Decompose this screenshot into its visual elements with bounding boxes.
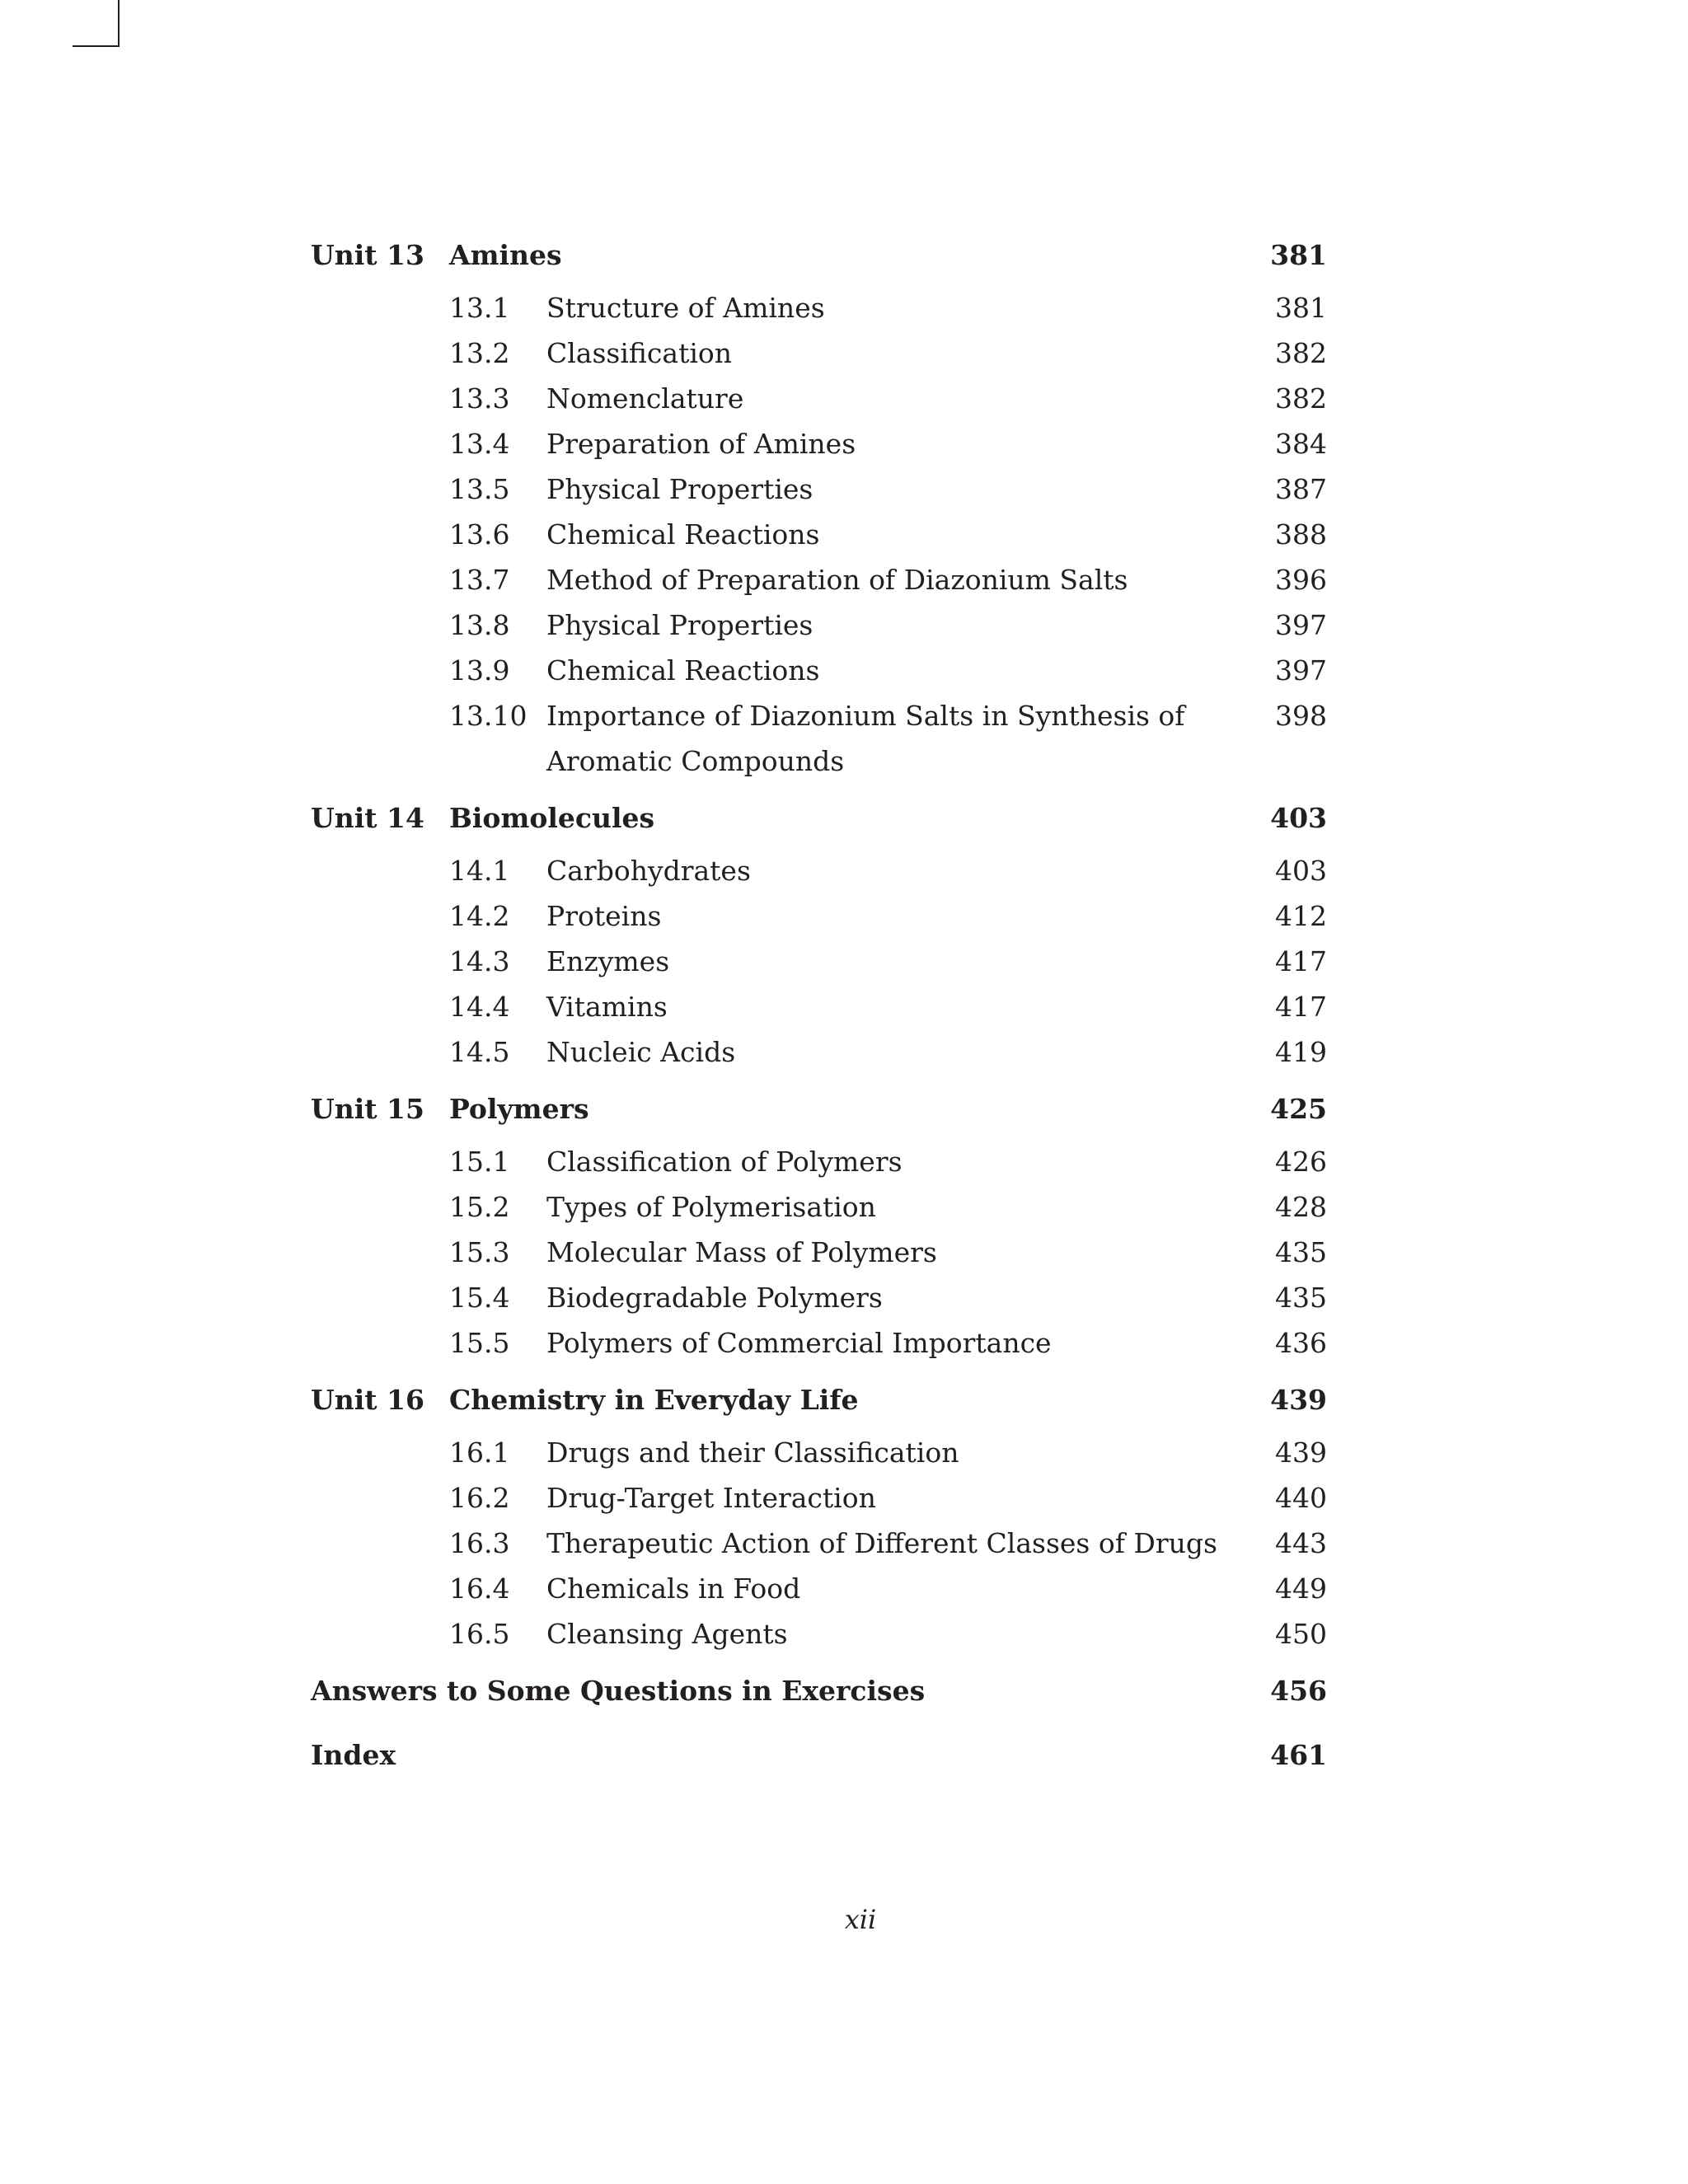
section-number: 15.3 (449, 1236, 510, 1268)
section-row (311, 1566, 1327, 1611)
section-number: 14.2 (449, 900, 510, 932)
section-number: 16.1 (449, 1436, 510, 1469)
section-title: Proteins (546, 900, 662, 932)
section-number: 14.3 (449, 945, 510, 977)
unit-page: 403 (1270, 802, 1327, 834)
section-title: Nucleic Acids (546, 1036, 736, 1068)
answers-page: 456 (1270, 1675, 1327, 1707)
section-number: 13.9 (449, 654, 510, 687)
section-title: Chemical Reactions (546, 518, 820, 551)
section-number: 16.4 (449, 1572, 510, 1605)
section-number: 13.4 (449, 428, 510, 460)
unit-heading (311, 1384, 1327, 1430)
section-page: 426 (1275, 1146, 1327, 1178)
section-row (311, 1430, 1327, 1475)
unit-15 (311, 1093, 1327, 1366)
section-page: 440 (1275, 1482, 1327, 1514)
unit-label: Unit 15 (311, 1093, 424, 1125)
unit-page: 425 (1270, 1093, 1327, 1125)
section-page: 417 (1275, 991, 1327, 1023)
section-row (311, 330, 1327, 376)
section-title: Carbohydrates (546, 855, 751, 887)
section-page: 443 (1275, 1527, 1327, 1559)
section-number: 14.5 (449, 1036, 510, 1068)
section-number: 13.5 (449, 473, 510, 505)
section-title: Chemical Reactions (546, 654, 820, 687)
section-row (311, 1139, 1327, 1184)
section-title: Drugs and their Classification (546, 1436, 959, 1469)
section-row (311, 1521, 1327, 1566)
crop-mark-vertical (118, 0, 120, 47)
section-number: 16.5 (449, 1618, 510, 1650)
section-row (311, 1320, 1327, 1366)
section-page: 396 (1275, 564, 1327, 596)
section-page: 450 (1275, 1618, 1327, 1650)
section-page: 397 (1275, 654, 1327, 687)
unit-title: Biomolecules (449, 802, 655, 834)
section-title: Importance of Diazonium Salts in Synthesis of Aromatic Compounds (546, 700, 1185, 777)
section-title: Preparation of Amines (546, 428, 856, 460)
section-title: Biodegradable Polymers (546, 1282, 883, 1314)
section-page: 382 (1275, 337, 1327, 369)
section-row (311, 1611, 1327, 1657)
section-page: 384 (1275, 428, 1327, 460)
section-number: 15.5 (449, 1327, 510, 1359)
page-number: xii (844, 1904, 877, 1935)
section-row (311, 1029, 1327, 1075)
section-title: Physical Properties (546, 473, 814, 505)
index-entry (311, 1739, 1327, 1785)
section-row (311, 648, 1327, 693)
section-row (311, 1475, 1327, 1521)
section-title: Vitamins (546, 991, 668, 1023)
unit-16 (311, 1384, 1327, 1657)
section-row (311, 848, 1327, 893)
section-title: Therapeutic Action of Different Classes of Drugs (546, 1527, 1217, 1559)
section-page: 403 (1275, 855, 1327, 887)
section-number: 14.1 (449, 855, 510, 887)
unit-13 (311, 239, 1327, 784)
section-title: Types of Polymerisation (546, 1191, 876, 1223)
section-row (311, 1184, 1327, 1230)
section-number: 16.3 (449, 1527, 510, 1559)
section-page: 398 (1275, 700, 1327, 732)
section-number: 14.4 (449, 991, 510, 1023)
section-title: Classification of Polymers (546, 1146, 903, 1178)
section-title: Polymers of Commercial Importance (546, 1327, 1052, 1359)
section-page: 436 (1275, 1327, 1327, 1359)
section-page: 412 (1275, 900, 1327, 932)
section-page: 382 (1275, 382, 1327, 415)
section-page: 417 (1275, 945, 1327, 977)
section-row (311, 376, 1327, 421)
section-page: 435 (1275, 1236, 1327, 1268)
unit-14 (311, 802, 1327, 1075)
section-page: 381 (1275, 292, 1327, 324)
unit-heading (311, 1093, 1327, 1139)
section-number: 16.2 (449, 1482, 510, 1514)
section-page: 439 (1275, 1436, 1327, 1469)
index-title: Index (311, 1739, 396, 1771)
section-title: Method of Preparation of Diazonium Salts (546, 564, 1128, 596)
unit-title: Polymers (449, 1093, 589, 1125)
section-title: Nomenclature (546, 382, 744, 415)
section-number: 15.4 (449, 1282, 510, 1314)
section-number: 15.2 (449, 1191, 510, 1223)
unit-label: Unit 14 (311, 802, 424, 834)
unit-page: 439 (1270, 1384, 1327, 1416)
section-title: Cleansing Agents (546, 1618, 788, 1650)
section-row (311, 1275, 1327, 1320)
section-title: Molecular Mass of Polymers (546, 1236, 937, 1268)
crop-mark-horizontal (73, 45, 119, 47)
section-number: 13.8 (449, 609, 510, 641)
unit-title: Amines (449, 239, 562, 271)
section-row (311, 466, 1327, 512)
section-title: Structure of Amines (546, 292, 825, 324)
section-page: 449 (1275, 1572, 1327, 1605)
section-number: 13.2 (449, 337, 510, 369)
section-page: 419 (1275, 1036, 1327, 1068)
section-row (311, 1230, 1327, 1275)
section-page: 397 (1275, 609, 1327, 641)
section-number: 13.1 (449, 292, 510, 324)
section-number: 13.10 (449, 700, 528, 732)
section-page: 387 (1275, 473, 1327, 505)
section-title: Physical Properties (546, 609, 814, 641)
section-row (311, 893, 1327, 939)
unit-label: Unit 13 (311, 239, 424, 271)
section-number: 13.3 (449, 382, 510, 415)
section-row (311, 602, 1327, 648)
answers-entry (311, 1675, 1327, 1721)
unit-title: Chemistry in Everyday Life (449, 1384, 859, 1416)
section-number: 13.7 (449, 564, 510, 596)
unit-heading (311, 802, 1327, 848)
section-title: Drug-Target Interaction (546, 1482, 876, 1514)
section-title: Enzymes (546, 945, 670, 977)
section-page: 388 (1275, 518, 1327, 551)
section-number: 13.6 (449, 518, 510, 551)
section-row (311, 984, 1327, 1029)
answers-title: Answers to Some Questions in Exercises (311, 1675, 926, 1707)
section-row (311, 421, 1327, 466)
index-page: 461 (1270, 1739, 1327, 1771)
section-row (311, 939, 1327, 984)
section-number: 15.1 (449, 1146, 510, 1178)
section-page: 428 (1275, 1191, 1327, 1223)
section-row (311, 557, 1327, 602)
section-title: Chemicals in Food (546, 1572, 801, 1605)
section-page: 435 (1275, 1282, 1327, 1314)
unit-page: 381 (1270, 239, 1327, 271)
section-row (311, 512, 1327, 557)
unit-heading (311, 239, 1327, 285)
section-row (311, 693, 1327, 784)
table-of-contents (311, 239, 1327, 1803)
unit-label: Unit 16 (311, 1384, 424, 1416)
section-title: Classification (546, 337, 733, 369)
section-row (311, 285, 1327, 330)
